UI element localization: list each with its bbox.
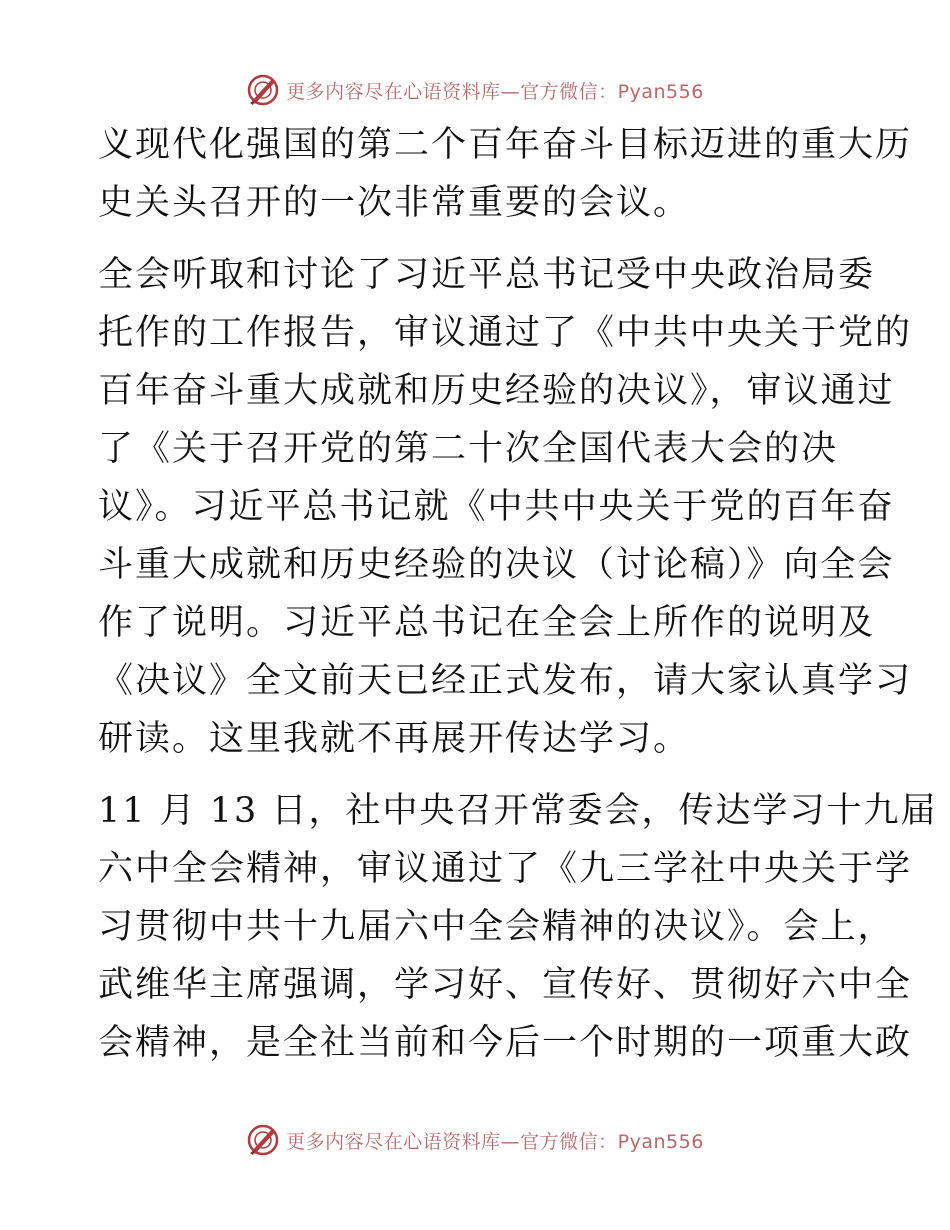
- paragraph-1: [98, 116, 913, 232]
- text-line: 11 月 13 日，社中央召开常委会，传达学习十九届: [98, 791, 938, 831]
- text-line: 全会听取和讨论了习近平总书记受中央政治局委: [98, 255, 876, 295]
- text-line: 百年奋斗重大成就和历史经验的决议》，审议通过: [98, 371, 895, 411]
- paragraph-2: [98, 246, 913, 768]
- text-line: 研读。这里我就不再展开传达学习。: [98, 719, 691, 759]
- watermark-text: 更多内容尽在心语资料库—官方微信：Pyan556: [286, 1130, 704, 1153]
- text-line: 《决议》全文前天已经正式发布，请大家认真学习: [98, 661, 913, 701]
- text-line: 史关头召开的一次非常重要的会议。: [98, 183, 691, 223]
- text-line: 了《关于召开党的第二十次全国代表大会的决: [98, 429, 839, 469]
- text-line: 作了说明。习近平总书记在全会上所作的说明及: [98, 603, 876, 643]
- watermark-text: 更多内容尽在心语资料库—官方微信：Pyan556: [286, 80, 704, 103]
- header-watermark: [0, 70, 950, 110]
- quill-logo-icon: [246, 1123, 280, 1157]
- text-line: 武维华主席强调，学习好、宣传好、贯彻好六中全: [98, 965, 913, 1005]
- text-line: 习贯彻中共十九届六中全会精神的决议》。会上，: [98, 907, 895, 947]
- text-line: 托作的工作报告，审议通过了《中共中央关于党的: [98, 313, 913, 353]
- quill-logo-icon: [246, 73, 280, 107]
- footer-watermark: [0, 1120, 950, 1160]
- document-body: [98, 116, 938, 1072]
- text-line: 会精神，是全社当前和今后一个时期的一项重大政: [98, 1023, 913, 1063]
- text-line: 斗重大成就和历史经验的决议（讨论稿）》向全会: [98, 545, 895, 585]
- text-line: 六中全会精神，审议通过了《九三学社中央关于学: [98, 849, 913, 889]
- text-line: 议》。习近平总书记就《中共中央关于党的百年奋: [98, 487, 895, 527]
- text-line: 义现代化强国的第二个百年奋斗目标迈进的重大历: [98, 125, 913, 165]
- paragraph-3: [98, 782, 938, 1072]
